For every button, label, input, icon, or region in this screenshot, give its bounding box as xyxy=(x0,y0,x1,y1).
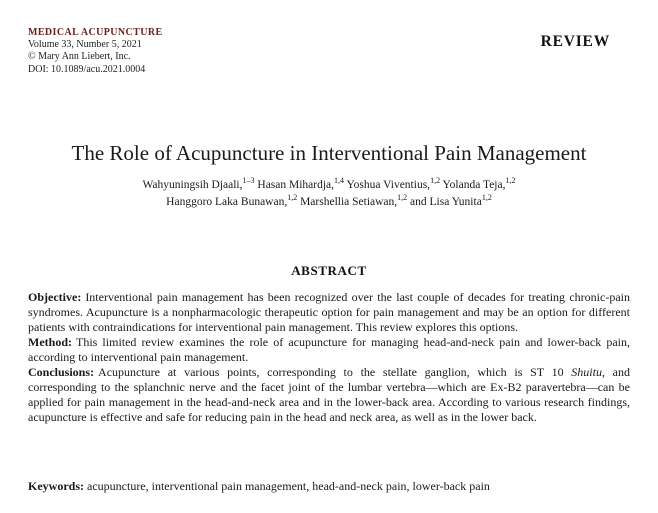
copyright-line: © Mary Ann Liebert, Inc. xyxy=(28,51,131,63)
author-name: and Lisa Yunita xyxy=(407,196,482,208)
section-text-objective: Interventional pain management has been recognized over the last couple of decades for treating chronic-pain syndromes. Acupuncture is a nonpharmacologic therapeutic option for pain management and may be an option for different patients with contraindications for interventional pain management. This review explores this options. xyxy=(28,290,630,334)
author-affiliation-sup: 1,4 xyxy=(334,176,345,186)
author-affiliation-sup: 1–3 xyxy=(242,176,255,186)
section-label-objective: Objective: xyxy=(28,290,82,304)
abstract-section-conclusions xyxy=(28,365,630,425)
section-label-conclusions: Conclusions: xyxy=(28,365,95,379)
author-affiliation-sup: 1,2 xyxy=(397,193,408,203)
abstract-body xyxy=(28,290,630,425)
section-text-method: This limited review examines the role of acupuncture for managing head-and-neck pain and lower-back pain, according to interventional pain management. xyxy=(28,335,630,364)
section-label-method: Method: xyxy=(28,335,72,349)
author-name: Hanggoro Laka Bunawan, xyxy=(166,196,288,208)
abstract-heading: ABSTRACT xyxy=(291,263,367,278)
author-name: Marshellia Setiawan, xyxy=(297,196,398,208)
author-affiliation-sup: 1,2 xyxy=(430,176,441,186)
acupoint-term-italic: Shuitu xyxy=(571,365,602,379)
authors-line-2 xyxy=(0,194,658,211)
abstract-section-objective xyxy=(28,290,630,335)
section-text-conclusions-1: Acupuncture at various points, corresponding to the stellate ganglion, which is ST 10 xyxy=(98,365,572,379)
authors-line-1 xyxy=(0,177,658,194)
abstract-section-method xyxy=(28,335,630,365)
authors-block xyxy=(0,177,658,211)
author-affiliation-sup: 1,2 xyxy=(505,176,516,186)
page-title: The Role of Acupuncture in Interventional Pain Management xyxy=(71,141,587,166)
article-type-label: REVIEW xyxy=(540,33,610,50)
keywords-label: Keywords: xyxy=(28,479,84,493)
journal-header xyxy=(28,27,163,76)
author-name: Yoshua Viventius, xyxy=(344,179,431,191)
author-name: Wahyuningsih Djaali, xyxy=(142,179,243,191)
section-text-conclusions-2: , and corresponding to the splanchnic nerve and the facet joint of the lumbar vertebra—which are Ex-B2 paravertebra—can be applied for pain management in the head-and-neck area and in the lower-back area. According to various research findings, acupuncture is effective and safe for reducing pain in the head and neck area, as well as in the lower back. xyxy=(28,365,631,424)
author-affiliation-sup: 1,2 xyxy=(287,193,298,203)
author-affiliation-sup: 1,2 xyxy=(481,193,492,203)
author-name: Hasan Mihardja, xyxy=(254,179,335,191)
author-name: Yolanda Teja, xyxy=(440,179,506,191)
keywords-line xyxy=(28,479,630,494)
keywords-text: acupuncture, interventional pain management, head-and-neck pain, lower-back pain xyxy=(87,479,490,493)
doi-line: DOI: 10.1089/acu.2021.0004 xyxy=(28,63,146,75)
journal-name: MEDICAL ACUPUNCTURE xyxy=(28,27,163,38)
volume-line: Volume 33, Number 5, 2021 xyxy=(28,39,142,51)
